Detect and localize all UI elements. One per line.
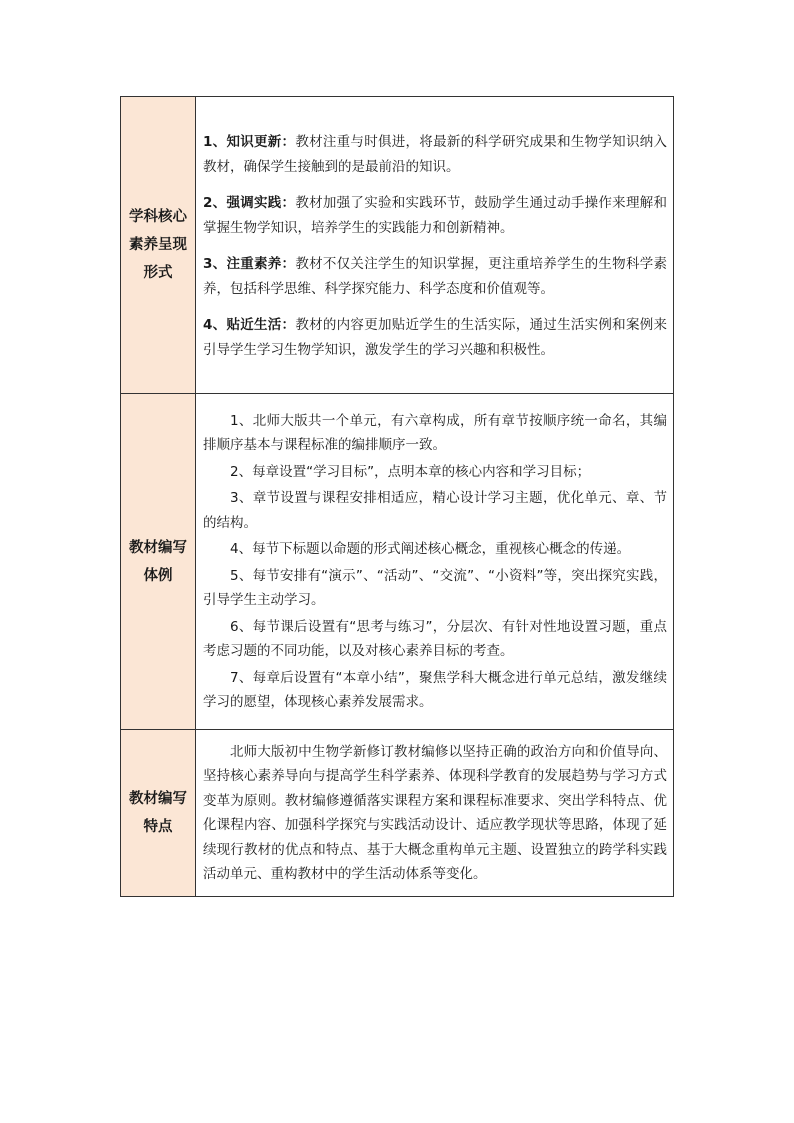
content-table	[120, 96, 674, 897]
list-item	[203, 252, 667, 301]
table-row-writing-style	[121, 394, 674, 730]
row-body-writing-style	[196, 394, 674, 730]
point-title: 2、强调实践：	[203, 195, 296, 211]
point-title: 1、知识更新：	[203, 134, 296, 150]
list-item	[203, 191, 667, 240]
list-item: 5、每节安排有“演示”、“活动”、“交流”、“小资料”等，突出探究实践，引导学生主动学习。	[203, 567, 667, 608]
list-item	[203, 130, 667, 179]
list-item: 7、每章后设置有“本章小结”，聚焦学科大概念进行单元总结，激发继续学习的愿望，体现核心素养发展需求。	[203, 669, 667, 710]
point-title: 3、注重素养：	[203, 256, 296, 272]
row-body-features	[196, 730, 674, 897]
table-row-features	[121, 730, 674, 897]
table-row-core-literacy	[121, 97, 674, 394]
list-item: 4、每节下标题以命题的形式阐述核心概念，重视核心概念的传递。	[230, 541, 631, 557]
list-item: 6、每节课后设置有“思考与练习”，分层次、有针对性地设置习题，重点考虑习题的不同功能，以及对核心素养目标的考查。	[203, 618, 667, 659]
feature-paragraph: 北师大版初中生物学新修订教材编修以坚持正确的政治方向和价值导向、坚持核心素养导向与提高学生科学素养、体现科学教育的发展趋势与学习方式变革为原则。教材编修遵循落实课程方案和课程标准要求、突出学科特点、优化课程内容、加强科学探究与实践活动设计、适应教学现状等思路，体现了延续现行教材的优点和特点、基于大概念重构单元主题、设置独立的跨学科实践活动单元、重构教材中的学生活动体系等变化。	[203, 743, 667, 882]
point-text: 教材注重与时俱进，将最新的科学研究成果和生物学知识纳入教材，确保学生接触到的是最前沿的知识。	[203, 134, 667, 175]
list-item	[203, 313, 667, 362]
list-item: 3、章节设置与课程安排相适应，精心设计学习主题，优化单元、章、节的结构。	[203, 490, 667, 531]
row-body-core-literacy	[196, 97, 674, 394]
point-text: 教材不仅关注学生的知识掌握，更注重培养学生的生物科学素养，包括科学思维、科学探究能力、科学态度和价值观等。	[203, 256, 667, 297]
point-title: 4、贴近生活：	[203, 317, 296, 333]
row-header-features: 教材编写特点	[121, 730, 196, 897]
row-header-core-literacy: 学科核心素养呈现形式	[121, 97, 196, 394]
list-item: 1、北师大版共一个单元，有六章构成，所有章节按顺序统一命名，其编排顺序基本与课程标准的编排顺序一致。	[203, 412, 667, 453]
list-item: 2、每章设置“学习目标”，点明本章的核心内容和学习目标；	[230, 463, 591, 480]
row-header-writing-style: 教材编写体例	[121, 394, 196, 730]
point-text: 教材加强了实验和实践环节，鼓励学生通过动手操作来理解和掌握生物学知识，培养学生的实践能力和创新精神。	[203, 195, 667, 236]
point-text: 教材的内容更加贴近学生的生活实际，通过生活实例和案例来引导学生学习生物学知识，激发学生的学习兴趣和积极性。	[203, 317, 667, 358]
